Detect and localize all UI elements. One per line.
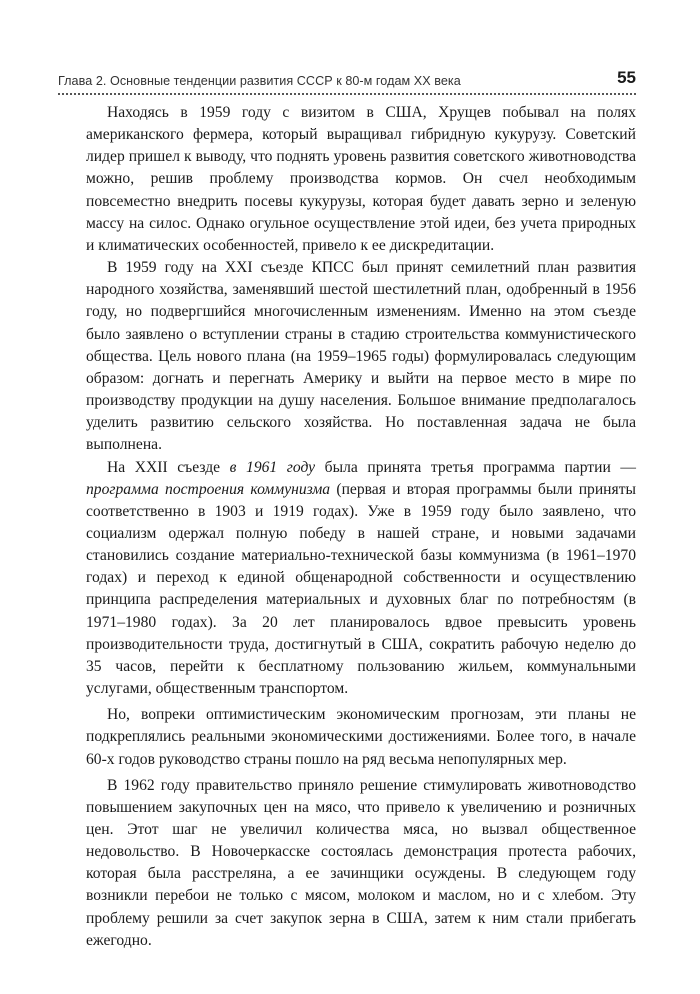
paragraph-party-program-lead: На XXII съезде	[107, 458, 230, 476]
paragraph-party-program-mid: была принята третья программа партии —	[315, 458, 636, 476]
italic-program-title: программа построения коммунизма	[86, 480, 331, 498]
paragraph-corn-campaign: Находясь в 1959 году с визитом в США, Хрущев побывал на полях американского фермера, который выращивал гибридную кукурузу. Советский лидер пришел к выводу, что поднять уровень развития советского животноводства можно, решив проблему производства кормов. Он счел необходимым повсеместно внедрить посевы кукурузы, которая будет давать зерно и зеленую массу на силос. Однако огульное осуществление этой идеи, без учета природных и климатических особенностей, привело к ее дискредитации.	[86, 104, 636, 254]
chapter-title: Глава 2. Основные тенденции развития СССР к 80-м годам XX века	[58, 74, 461, 88]
paragraph-seven-year-plan: В 1959 году на XXI съезде КПСС был принят семилетний план развития народного хозяйства, заменявший шестой шестилетний план, одобренный в 1956 году, но подвергшийся многочисленным изменениям. Именно на этом съезде было заявлено о вступлении страны в стадию строительства коммунистического общества. Цель нового плана (на 1959–1965 годы) формулировалась следующим образом: догнать и перегнать Америку и выйти на первое место в мире по производству продукции на душу населения. Большое внимание предполагалось уделить развитию сельского хозяйства. Но поставленная задача не была выполнена.	[86, 259, 636, 454]
body-text	[86, 102, 636, 952]
header-dotted-rule	[58, 93, 636, 95]
paragraph-forecasts: Но, вопреки оптимистическим экономическим прогнозам, эти планы не подкреплялись реальными экономическими достижениями. Более того, в начале 60-х годов руководство страны пошло на ряд весьма непопулярных мер.	[86, 706, 636, 768]
running-head	[58, 62, 636, 88]
paragraph-prices-1962: В 1962 году правительство приняло решение стимулировать животноводство повышением закупочных цен на мясо, что привело к увеличению и розничных цен. Этот шаг не увеличил количества мяса, но вызвал общественное недовольство. В Новочеркасске состоялась демонстрация протеста рабочих, которая была расстреляна, а ее зачинщики осуждены. В следующем году возникли перебои не только с мясом, молоком и маслом, но и с хлебом. Эту проблему решили за счет закупок зерна в США, затем к ним стали прибегать ежегодно.	[86, 776, 636, 949]
paragraph-party-program	[86, 457, 636, 701]
italic-year-1961: в 1961 году	[229, 458, 316, 476]
paragraph-party-program-rest: (первая и вторая программы были приняты соответственно в 1903 и 1919 годах). Уже в 1959 году было заявлено, что социализм одержал полную победу в нашей стране, и новыми задачами становились создание материально-технической базы коммунизма (в 1961–1970 годах) и переход к единой общенародной собственности и осуществлению принципа распределения материальных и духовных благ по потребностям (в 1971–1980 годах). За 20 лет планировалось вдвое превысить уровень производительности труда, достигнутый в США, сократить рабочую неделю до 35 часов, перейти к бесплатному пользованию жильем, коммунальными услугами, общественным транспортом.	[86, 480, 636, 698]
page-number: 55	[617, 68, 636, 87]
